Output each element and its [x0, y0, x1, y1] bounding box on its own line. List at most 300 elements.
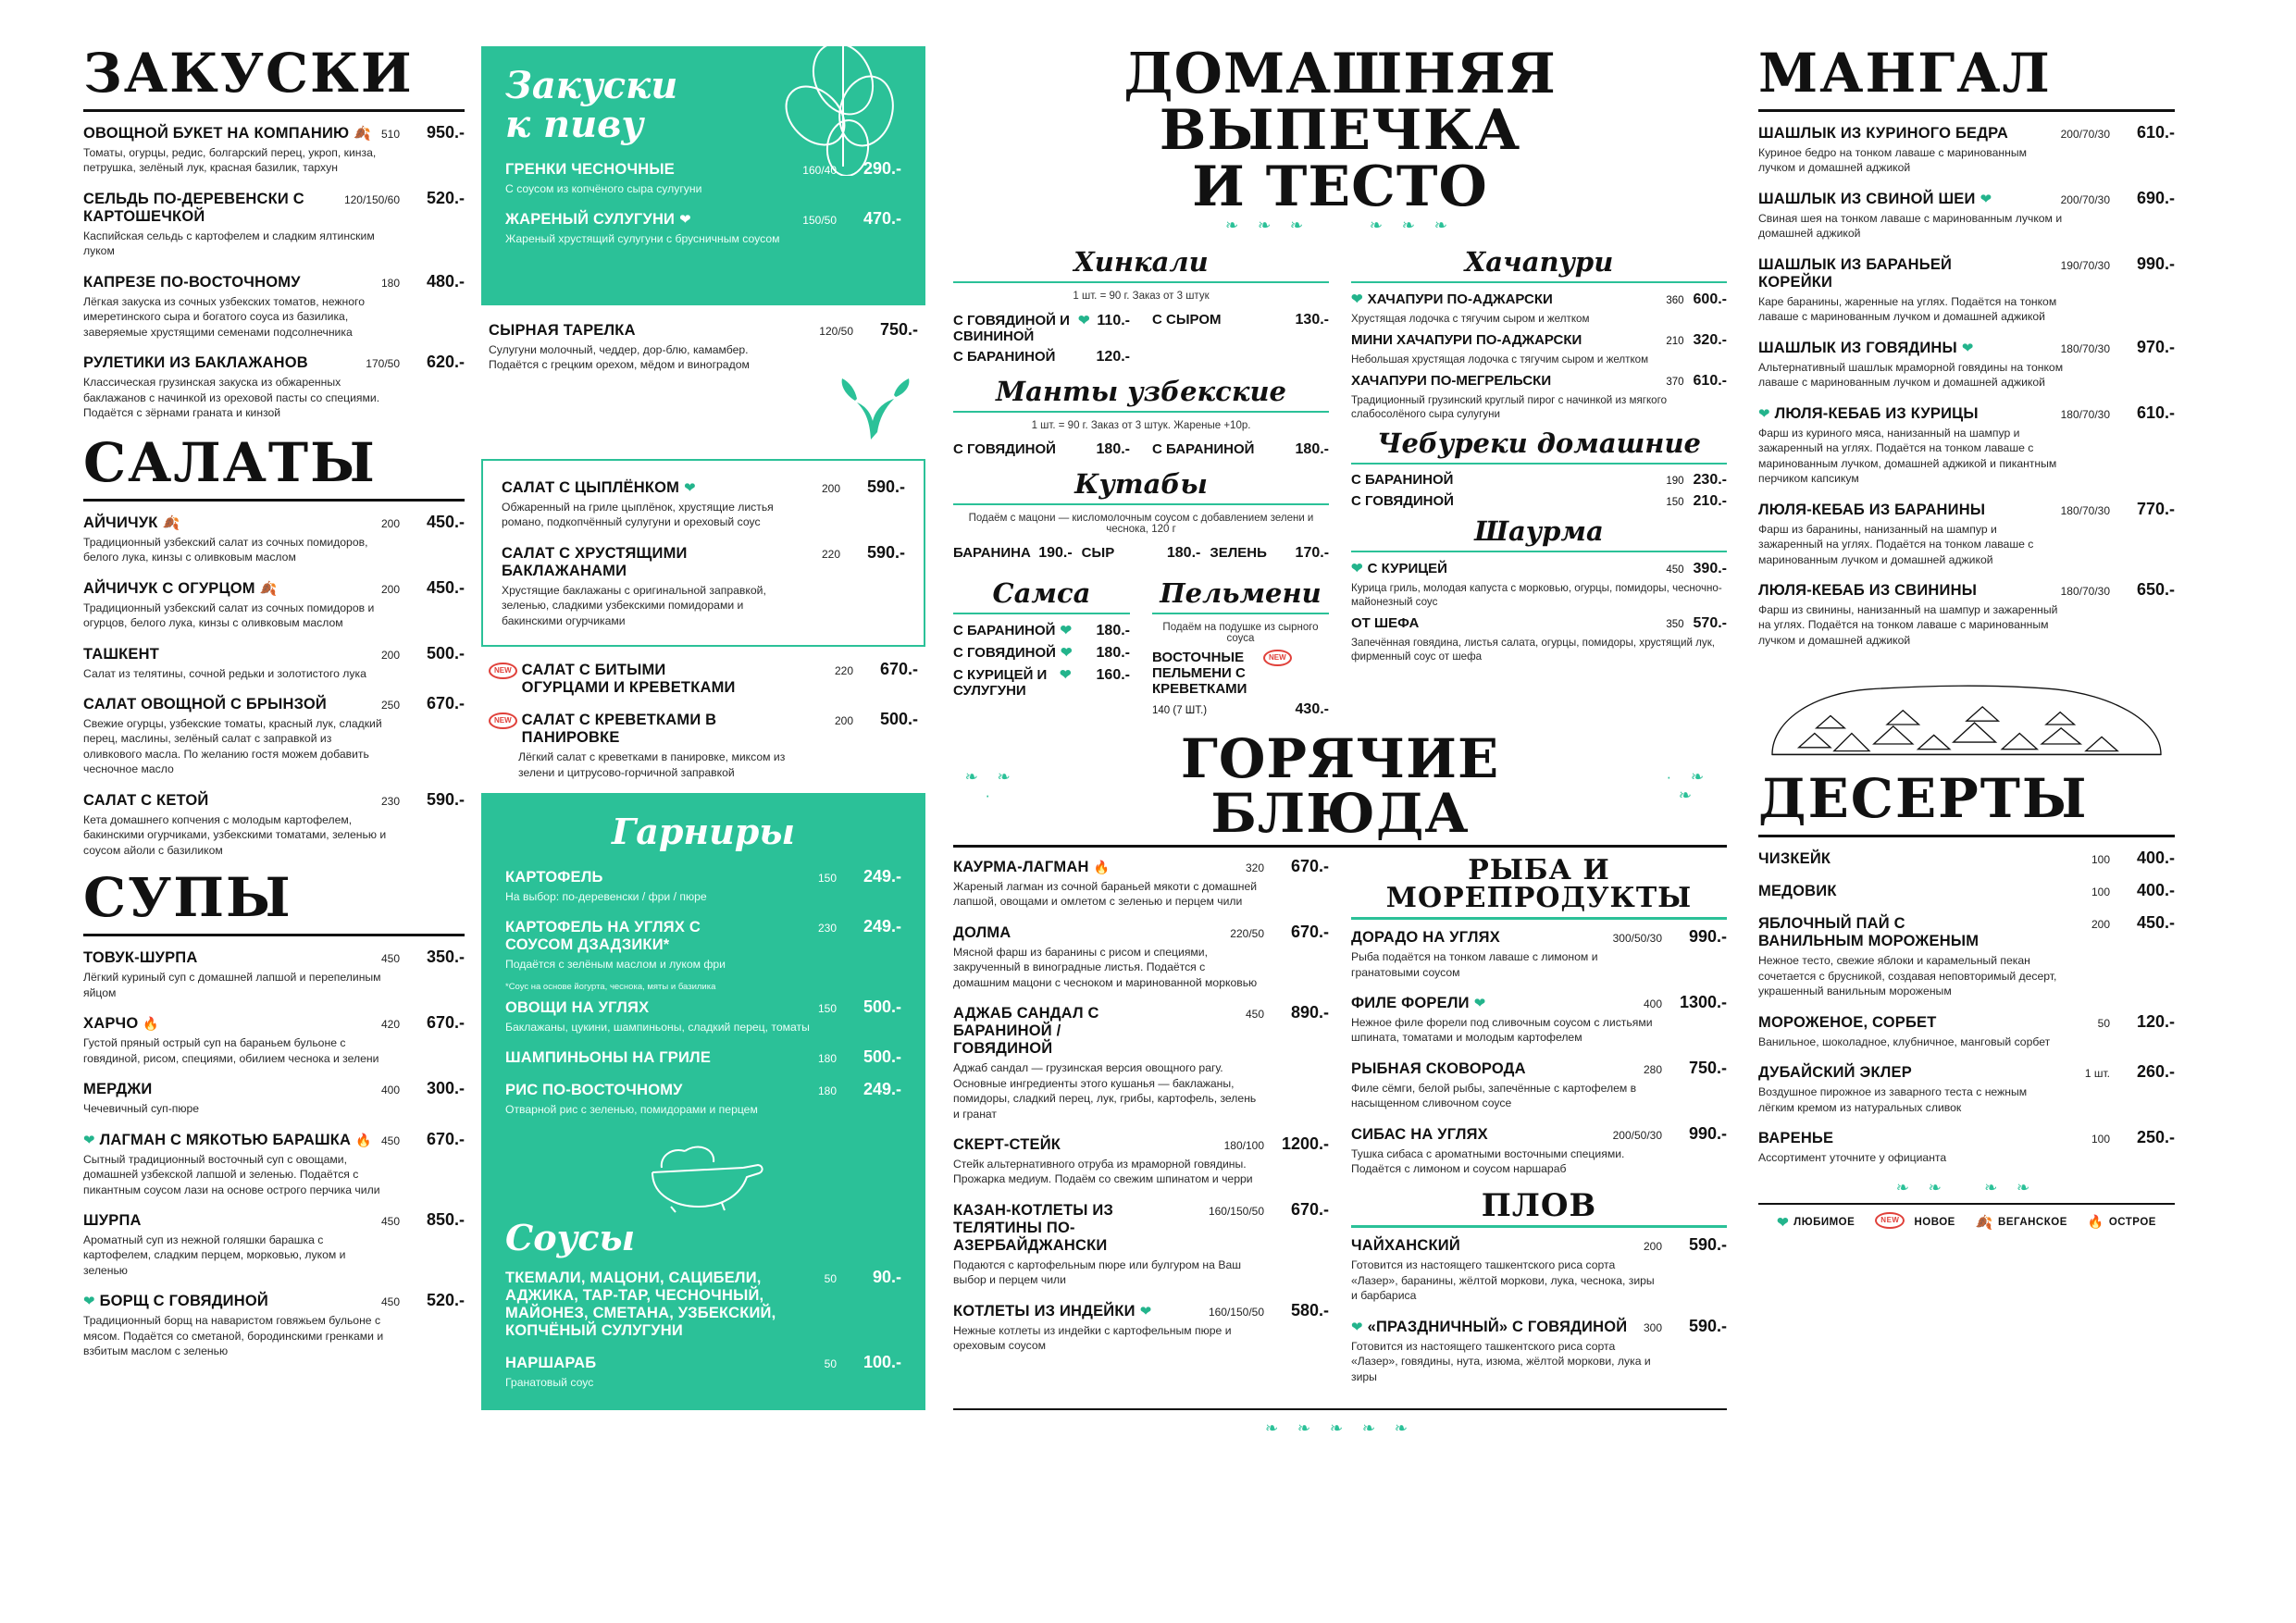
samsa-title: Самса — [992, 576, 1091, 609]
item-price: 590.- — [1688, 1316, 1727, 1335]
manty-title: Манты узбекские — [995, 375, 1286, 407]
item-description: Курица гриль, молодая капуста с морковью, огурцы, помидоры, чесночно-майонезный соус — [1351, 581, 1722, 608]
item-name: С ГОВЯДИНОЙ — [953, 440, 1056, 457]
item-name: САЛАТ С ХРУСТЯЩИМИ БАКЛАЖАНАМИ — [502, 544, 688, 579]
item-price: 470.- — [863, 209, 901, 229]
item-weight: 450 — [1245, 1008, 1264, 1022]
item-price: 610.- — [2136, 403, 2175, 422]
sauces-title: Соусы — [505, 1216, 636, 1258]
hinkali-block — [953, 241, 1329, 723]
menu-item[interactable] — [502, 477, 905, 530]
menu-item[interactable] — [83, 353, 465, 420]
item-price: 670.- — [879, 660, 918, 679]
hot-dishes-title: ГОРЯЧИЕ БЛЮДА — [1180, 726, 1500, 845]
item-price: 670.- — [1290, 922, 1329, 941]
item-price: 100.- — [863, 1352, 901, 1371]
item-description: Традиционный узбекский салат из сочных помидоров, белого лука, кинзы с оливковым маслом — [83, 535, 368, 564]
menu-item[interactable] — [502, 543, 905, 628]
menu-item[interactable] — [1082, 545, 1201, 562]
item-price: 500.- — [879, 710, 918, 729]
ornament-footer: ❧ ❧ ❧ ❧ ❧ — [1264, 1419, 1416, 1438]
divider — [83, 934, 465, 936]
item-weight: 420 — [380, 1018, 400, 1032]
item-weight: 200 — [2091, 918, 2110, 932]
heart-icon: ❤ — [679, 212, 691, 229]
item-description: Сулугуни молочный, чеддер, дор-блю, камамбер. Подаётся с грецким орехом, мёдом и виноградом — [489, 343, 750, 372]
item-description: Густой пряный острый суп на бараньем бульоне с говядиной, рисом, специями, обилием чеснока и зелени — [83, 1036, 379, 1065]
item-description: Нежное тесто, свежие яблоки и карамельный пекан сочетается с брусникой, создавая неповторимый десерт, украшенный ванильным мороженым — [1758, 954, 2057, 998]
item-weight: 200 — [1643, 1240, 1662, 1254]
item-price: 450.- — [426, 577, 465, 597]
menu-item[interactable] — [83, 1291, 465, 1358]
item-weight: 200 — [380, 648, 400, 662]
menu-item[interactable] — [505, 867, 901, 904]
item-price: 160.- — [1096, 666, 1130, 683]
menu-item[interactable] — [1758, 913, 2175, 998]
item-description: Кета домашнего копчения с молодым картофелем, бакинскими огурчиками, узбекскими томатами, зеленью и соусом айоли с базиликом — [83, 812, 387, 857]
hot-dishes-left — [953, 857, 1329, 1397]
menu-item[interactable] — [83, 513, 465, 565]
item-name: ФИЛЕ ФОРЕЛИ — [1351, 995, 1470, 1011]
item-name: МИНИ ХАЧАПУРИ ПО-АДЖАРСКИ — [1351, 331, 1582, 348]
item-name: СЕЛЬДЬ ПО-ДЕРЕВЕНСКИ С КАРТОШЕЧКОЙ — [83, 190, 304, 225]
item-description: Сытный традиционный восточный суп с овощами, домашней узбекской лапшой и зеленью. Подаётся с пикантным соусом лази на основе острого перчика чили — [83, 1152, 380, 1196]
menu-item[interactable] — [1758, 338, 2175, 390]
item-description: Подаются с картофельным пюре или булгуром на Ваш выбор и перцем чили — [953, 1258, 1242, 1287]
item-name: САЛАТ ОВОЩНОЙ С БРЫНЗОЙ — [83, 695, 327, 712]
item-weight: 50 — [824, 1271, 837, 1285]
menu-item[interactable] — [953, 312, 1130, 344]
menu-item[interactable] — [83, 948, 465, 1000]
page-title-zakuski: ЗАКУСКИ — [83, 42, 414, 105]
item-name: АЙЧИЧУК — [83, 514, 158, 531]
item-description: Классическая грузинская закуска из обжаренных баклажанов с начинкой из ореховой пасты со специями. Подаётся с зёрнами граната и кинзой — [83, 376, 380, 420]
menu-item[interactable] — [1351, 615, 1727, 632]
item-weight: 160/150/50 — [1208, 1204, 1264, 1218]
item-name: С ГОВЯДИНОЙ — [953, 644, 1056, 661]
item-description: Традиционный узбекский салат из сочных помидоров и огурцов, белого лука, кинзы с оливковым маслом — [83, 601, 375, 630]
item-weight: 400 — [380, 1084, 400, 1097]
item-price: 570.- — [1693, 614, 1727, 631]
menu-item[interactable] — [1351, 927, 1727, 980]
item-weight: 510 — [380, 128, 400, 141]
item-price: 190.- — [1038, 544, 1073, 561]
menu-item[interactable] — [953, 644, 1130, 662]
menu-item[interactable] — [953, 1003, 1329, 1121]
item-description: Томаты, огурцы, редис, болгарский перец, укроп, кинза, петрушка, зелёный лук, красная базилик, тархун — [83, 146, 377, 175]
item-name: ТОВУК-ШУРПА — [83, 949, 198, 967]
item-weight: 200/50/30 — [1612, 1128, 1662, 1142]
item-name: ТАШКЕНТ — [83, 645, 160, 663]
item-description: Подаётся с зелёным маслом и луком фри — [505, 958, 726, 972]
item-description: Каспийская сельдь с картофелем и сладким ялтинским луком — [83, 229, 375, 258]
menu-item[interactable] — [1758, 123, 2175, 176]
new-badge: NEW — [1875, 1212, 1905, 1229]
item-price: 480.- — [426, 271, 465, 291]
item-description: Хрустящая лодочка с тягучим сыром и желтком — [1351, 312, 1590, 325]
grill-coals-illustration — [1758, 666, 2175, 763]
heart-icon: ❤ — [83, 1294, 95, 1310]
menu-item[interactable] — [83, 272, 465, 340]
sauce-note: *Соус на основе йогурта, чеснока, мяты и базилика — [505, 981, 716, 992]
item-weight: 160/40 — [802, 164, 837, 177]
heart-icon: ❤ — [1351, 1319, 1363, 1335]
leaf-icon: 🍂 — [162, 514, 180, 531]
menu-item[interactable] — [953, 622, 1130, 639]
menu-item[interactable] — [1758, 254, 2175, 325]
item-price: 430.- — [1295, 700, 1329, 717]
plov-title: ПЛОВ — [1481, 1186, 1597, 1224]
item-price: 210.- — [1693, 492, 1727, 509]
sauce-boat-illustration — [634, 1131, 773, 1214]
item-name: КАПРЕЗЕ ПО-ВОСТОЧНОМУ — [83, 273, 301, 291]
ornament-right: · ❧ ❧ — [1666, 767, 1712, 804]
item-description: Альтернативный шашлык мраморной говядины на тонком лаваше с маринованным лучком и домашней аджикой — [1758, 360, 2064, 390]
menu-item[interactable] — [953, 441, 1130, 458]
item-name: ДОЛМА — [953, 923, 1011, 941]
item-price: 500.- — [426, 643, 465, 663]
item-weight: 140 (7 ШТ.) — [1152, 704, 1208, 716]
column-grill-desserts: МАНГАЛ ШАШЛЫК ИЗ КУРИНОГО БЕДРА 200/70/30 610.- Куриное бедро на тонком лаваше с маринованным лучком и домашней аджикой ШАШЛЫК ИЗ СВИНОЙ ШЕИ ❤ 200/70/30 690.- Свиная шея на тонком лаваше с маринованным лучком и домашней аджикой ШАШЛЫК ИЗ БАРАНЬЕЙ КОРЕЙКИ 190/70/30 990.- Каре баранины, жаренные на углях. Подаётся на тонком лаваше с маринованным лучком и домашней аджикой ШАШЛЫК ИЗ ГОВЯДИНЫ ❤ 180/70/30 970.- Альтернативный шашлык мраморной говядины на тонком лаваше с маринованным лучком и домашней аджикой ❤ ЛЮЛЯ-КЕБАБ ИЗ КУРИЦЫ 180/70/30 610.- Фарш из куриного мяса, нанизанный на шампур и зажаренный на углях. Подаётся на тонком лаваше с маринованным лучком, домашней аджикой и пикантным перчиком капсикум ЛЮЛЯ-КЕБАБ ИЗ БАРАНИНЫ 180/70/30 770.- Фарш из баранины, нанизанный на шампур и зажаренный на углях. Подаётся на тонком лаваше с маринованным лучком и домашней аджикой ЛЮЛЯ-КЕБАБ ИЗ СВИНИНЫ 180/70/30 650.- Фарш из свинины, нанизанный на шампур и зажаренный на углях. Подаётся на тонком лаваше с маринованным лучком и домашней аджикой ДЕСЕРТЫ ЧИЗКЕЙК 100 400.- МЕДОВИК 100 400.- ЯБЛОЧНЫЙ ПАЙ С ВАНИЛЬНЫМ МОРОЖЕНЫМ 200 450.- Нежное тесто, свежие яблоки и карамельный пекан сочетается с брусникой, создавая неповторимый десерт, украшенный ванильным мороженым МОРОЖЕНОЕ, СОРБЕТ 50 120.- Ванильное, шоколадное, клубничное, манговый сорбет ДУБАЙСКИЙ ЭКЛЕР 1 шт. 260.- Воздушное пирожное из заварного теста с нежным лёгким кремом из натуральных сливок ВАРЕНЬЕ 100 250.- Ассортимент уточните у официанта ❧ ❧ ❧ ❧ ❤ ЛЮБИМОЕ NEW НОВОЕ 🍂 ВЕГАНСКОЕ 🔥 ОСТРОЕ — [1758, 42, 2175, 1231]
item-description: Жареный хрустящий сулугуни с брусничным соусом — [505, 232, 780, 246]
item-name: СКЕРТ-СТЕЙК — [953, 1136, 1061, 1153]
menu-item[interactable] — [953, 923, 1329, 990]
item-name: С БАРАНИНОЙ — [953, 622, 1056, 638]
item-weight: 370 — [1666, 376, 1684, 388]
menu-item[interactable] — [505, 997, 901, 1035]
menu-item[interactable] — [1758, 580, 2175, 648]
heart-icon: ❤ — [1060, 622, 1073, 638]
item-price: 1300.- — [1679, 993, 1727, 1011]
menu-item[interactable] — [505, 917, 901, 972]
item-price: 90.- — [872, 1267, 901, 1286]
menu-item[interactable] — [489, 320, 918, 373]
menu-item[interactable] — [83, 1013, 465, 1066]
item-price: 610.- — [2136, 123, 2175, 142]
item-name: С ГОВЯДИНОЙ И СВИНИНОЙ — [953, 312, 1070, 344]
heart-icon: ❤ — [1078, 312, 1090, 328]
menu-item[interactable] — [1351, 291, 1727, 308]
item-weight: 150 — [1666, 496, 1684, 508]
item-description: Филе сёмги, белой рыбы, запечённые с картофелем в насыщенном сливочном соусе — [1351, 1081, 1637, 1110]
menu-item[interactable] — [505, 1080, 901, 1117]
menu-item[interactable] — [953, 349, 1130, 365]
menu-item[interactable] — [953, 857, 1329, 910]
menu-item[interactable] — [83, 189, 465, 259]
item-description: Традиционный борщ на наваристом говяжьем бульоне с мясом. Подаётся со сметаной, бородинскими гренками и взбитым маслом с зеленью — [83, 1314, 384, 1358]
item-description: С соусом из копчёного сыра сулугуни — [505, 182, 702, 195]
item-name: МОРОЖЕНОЕ, СОРБЕТ — [1758, 1013, 1937, 1031]
menu-item[interactable] — [83, 1079, 465, 1116]
menu-item[interactable] — [1758, 849, 2175, 868]
item-price: 450.- — [426, 512, 465, 531]
item-description: Аджаб сандал — грузинская версия овощного рагу. Основные ингредиенты этого кушанья — баклажаны, помидоры, сладкий перец, лук, грибы, картофель, зелень и гранат — [953, 1061, 1257, 1121]
menu-item[interactable] — [1351, 373, 1727, 390]
item-weight: 100 — [2091, 886, 2110, 899]
item-weight: 450 — [380, 1215, 400, 1228]
item-price: 750.- — [879, 320, 918, 339]
pelmeni-note: Подаём на подушке из сырного соуса — [1162, 621, 1319, 644]
item-name: МЕРДЖИ — [83, 1081, 153, 1098]
hinkali-note: 1 шт. = 90 г. Заказ от 3 штук — [1073, 290, 1210, 302]
menu-item[interactable] — [953, 1200, 1329, 1288]
menu-item[interactable] — [83, 790, 465, 858]
item-weight: 280 — [1643, 1062, 1662, 1076]
menu-item[interactable] — [489, 710, 918, 780]
menu-item[interactable] — [1351, 1124, 1727, 1177]
item-name: С БАРАНИНОЙ — [1152, 440, 1255, 457]
item-price: 650.- — [2136, 579, 2175, 599]
menu-item[interactable] — [1758, 403, 2175, 487]
menu-item[interactable] — [1351, 1059, 1727, 1111]
menu-item[interactable] — [83, 578, 465, 631]
item-price: 580.- — [1290, 1300, 1329, 1319]
menu-item[interactable] — [83, 1210, 465, 1278]
menu-item[interactable] — [1758, 500, 2175, 567]
heart-icon: ❤ — [1351, 560, 1363, 576]
menu-item[interactable] — [1351, 472, 1727, 489]
menu-item[interactable] — [1210, 545, 1329, 562]
mangal-title: МАНГАЛ — [1758, 42, 2052, 105]
item-name: КОТЛЕТЫ ИЗ ИНДЕЙКИ — [953, 1302, 1136, 1319]
menu-item[interactable] — [489, 660, 918, 697]
menu-item[interactable] — [1351, 560, 1727, 577]
item-weight: 300 — [1643, 1320, 1662, 1334]
menu-item[interactable] — [1758, 189, 2175, 242]
menu-item[interactable] — [1152, 312, 1329, 328]
leaf-icon: 🍂 — [259, 580, 278, 597]
item-price: 249.- — [863, 866, 901, 886]
column-beer-snacks — [481, 46, 925, 1604]
menu-item[interactable] — [1758, 881, 2175, 900]
item-name: ЧАЙХАНСКИЙ — [1351, 1237, 1460, 1255]
item-description: Готовится из настоящего ташкентского риса сорта «Лазер», говядины, нута, изюма, жёлтой моркови, лука и зиры — [1351, 1339, 1651, 1383]
item-name: ШАМПИНЬОНЫ НА ГРИЛЕ — [505, 1049, 712, 1067]
item-description: Ароматный суп из нежной голяшки барашка с картофелем, сладким перцем, морковью, луком и зеленью — [83, 1233, 346, 1277]
item-price: 250.- — [2136, 1128, 2175, 1147]
menu-item[interactable] — [953, 1301, 1329, 1354]
menu-item[interactable] — [1351, 1235, 1727, 1303]
item-name: С ГОВЯДИНОЙ — [1351, 492, 1454, 509]
legend-new: NEW НОВОЕ — [1875, 1214, 1955, 1231]
item-weight: 1 шт. — [2084, 1067, 2110, 1081]
item-name: РЫБНАЯ СКОВОРОДА — [1351, 1059, 1526, 1077]
item-name: ОТ ШЕФА — [1351, 614, 1420, 631]
item-description: Обжаренный на гриле цыплёнок, хрустящие листья романо, подкопчённый сулугуни и ореховый соус — [502, 500, 774, 529]
page-title-supy: СУПЫ — [83, 866, 292, 930]
heart-icon: ❤ — [1139, 1303, 1152, 1319]
menu-item[interactable] — [1758, 1128, 2175, 1165]
item-name: ЖАРЕНЫЙ СУЛУГУНИ — [505, 211, 676, 229]
flame-icon: 🔥 — [1093, 859, 1111, 874]
item-price: 590.- — [426, 789, 465, 809]
item-description: Рыба подаётся на тонком лаваше с лимоном и гранатовыми соусом — [1351, 950, 1598, 979]
menu-item[interactable] — [1351, 493, 1727, 510]
menu-item[interactable] — [505, 1353, 901, 1390]
leaf-icon: 🍂 — [354, 126, 371, 142]
item-price: 850.- — [426, 1210, 465, 1229]
heart-icon: ❤ — [1961, 340, 1974, 356]
item-weight: 220/50 — [1230, 926, 1264, 940]
parsley-icon — [829, 377, 912, 441]
item-weight: 180/70/30 — [2060, 341, 2110, 355]
ornament: ❧ ❧ ❧ ❧ ❧ ❧ — [1225, 216, 1455, 234]
heart-icon: ❤ — [684, 479, 696, 496]
new-badge: NEW — [489, 712, 517, 729]
item-price: 670.- — [426, 1013, 465, 1033]
fish-title: РЫБА И МОРЕПРОДУКТЫ — [1385, 853, 1693, 915]
item-description: Чечевичный суп-пюре — [83, 1102, 200, 1116]
legend — [1758, 1214, 2175, 1231]
divider — [1758, 109, 2175, 112]
item-description: Каре баранины, жаренные на углях. Подаётся на тонком лаваше с маринованным лучком и домашней аджикой — [1758, 294, 2057, 324]
item-name: КАРТОФЕЛЬ НА УГЛЯХ С СОУСОМ ДЗАДЗИКИ* — [505, 919, 701, 954]
item-weight: 120/150/60 — [343, 192, 400, 206]
item-name: С КУРИЦЕЙ И СУЛУГУНИ — [953, 666, 1048, 699]
item-description: Жареный лагман из сочной бараньей мякоти с домашней лапшой, овощами и омлетом с зеленью и перцем чили — [953, 879, 1258, 909]
item-weight: 100 — [2091, 853, 2110, 867]
item-name: ЗЕЛЕНЬ — [1210, 544, 1267, 561]
menu-item[interactable] — [83, 123, 465, 176]
item-price: 750.- — [1688, 1058, 1727, 1077]
manty-note: 1 шт. = 90 г. Заказ от 3 штук. Жареные +10р. — [1031, 419, 1251, 431]
menu-item[interactable] — [953, 666, 1130, 699]
item-price: 620.- — [426, 353, 465, 372]
menu-item[interactable] — [83, 694, 465, 777]
hachapuri-title: Хачапури — [1464, 245, 1614, 278]
item-price: 770.- — [2136, 499, 2175, 518]
menu-item[interactable] — [953, 545, 1073, 562]
item-name: ХАЧАПУРИ ПО-АДЖАРСКИ — [1367, 291, 1553, 307]
menu-item[interactable] — [505, 1268, 901, 1340]
item-description: Отварной рис с зеленью, помидорами и перцем — [505, 1103, 758, 1117]
item-description: Лёгкий куриный суп с домашней лапшой и перепелиным яйцом — [83, 971, 381, 999]
item-price: 290.- — [863, 159, 901, 178]
column-appetizers — [83, 42, 481, 1604]
leaf-icon: 🍂 — [1975, 1214, 1994, 1231]
item-weight: 450 — [380, 952, 400, 966]
item-description: Стейк альтернативного отруба из мраморной говядины. Прожарка медиум. Подаём со свежим шпинатом и черри — [953, 1158, 1253, 1186]
item-name: ТКЕМАЛИ, МАЦОНИ, САЦИБЕЛИ, АДЖИКА, ТАР-ТАР, ЧЕСНОЧНЫЙ, МАЙОНЕЗ, СМЕТАНА, УЗБЕКСКИЙ, КОПЧЁНЫЙ СУЛУГУНИ — [505, 1269, 776, 1339]
ornament-left: ❧ ❧ · — [964, 767, 1018, 804]
item-price: 260.- — [2136, 1062, 2175, 1082]
item-price: 400.- — [2136, 849, 2175, 868]
item-weight: 360 — [1666, 294, 1684, 306]
item-name: ШАШЛЫК ИЗ БАРАНЬЕЙ КОРЕЙКИ — [1758, 255, 1953, 291]
item-weight: 220 — [834, 664, 853, 678]
item-name: С СЫРОМ — [1152, 311, 1222, 328]
item-name: САЛАТ С КЕТОЙ — [83, 791, 209, 809]
item-price: 990.- — [1688, 1123, 1727, 1143]
flame-icon: 🔥 — [2087, 1214, 2104, 1230]
item-description: Куриное бедро на тонком лаваше с маринованным лучком и домашней аджикой — [1758, 146, 2027, 175]
item-weight: 200 — [834, 714, 853, 728]
heart-icon: ❤ — [1777, 1214, 1790, 1231]
item-weight: 200/70/30 — [2060, 128, 2110, 141]
menu-item[interactable] — [83, 1130, 465, 1197]
item-price: 590.- — [866, 477, 905, 496]
item-name: РУЛЕТИКИ ИЗ БАКЛАЖАНОВ — [83, 354, 308, 372]
item-name: РИС ПО-ВОСТОЧНОМУ — [505, 1082, 683, 1099]
item-price: 180.- — [1166, 544, 1201, 561]
item-weight: 230 — [817, 922, 837, 935]
bakery-title-line2: И ТЕСТО — [1192, 155, 1488, 220]
item-price: 180.- — [1096, 644, 1130, 661]
salads-outlined-block — [481, 459, 925, 647]
item-price: 230.- — [1693, 471, 1727, 488]
item-description: Лёгкая закуска из сочных узбекских томатов, нежного имеретинского сыра и богатого соуса из базилика, заверяемые хрустящими семенами подсолнечника — [83, 294, 365, 339]
item-price: 180.- — [1096, 622, 1130, 638]
item-description: Тушка сибаса с ароматными восточными специями. Подаётся с лимоном и соусом наршараб — [1351, 1146, 1625, 1176]
heart-icon: ❤ — [1473, 996, 1486, 1011]
item-description: Свиная шея на тонком лаваше с маринованным лучком и домашней аджикой — [1758, 211, 2063, 241]
new-badge: NEW — [489, 663, 517, 679]
item-description: На выбор: по-деревенски / фри / пюре — [505, 889, 707, 903]
menu-item[interactable] — [505, 159, 901, 196]
menu-item[interactable] — [1758, 1062, 2175, 1115]
menu-item[interactable] — [953, 1134, 1329, 1187]
heart-icon: ❤ — [1758, 405, 1770, 422]
item-weight: 300/50/30 — [1612, 932, 1662, 946]
item-name: ВАРЕНЬЕ — [1758, 1130, 1834, 1147]
item-name: ГРЕНКИ ЧЕСНОЧНЫЕ — [505, 161, 675, 178]
bakery-title-line1: ДОМАШНЯЯ ВЫПЕЧКА — [1123, 42, 1557, 164]
item-name: ХАЧАПУРИ ПО-МЕГРЕЛЬСКИ — [1351, 372, 1552, 389]
menu-item[interactable] — [505, 209, 901, 246]
item-name: «ПРАЗДНИЧНЫЙ» С ГОВЯДИНОЙ — [1367, 1318, 1628, 1335]
item-weight: 160/150/50 — [1208, 1305, 1264, 1319]
menu-item[interactable] — [505, 1047, 901, 1067]
menu-item[interactable] — [83, 644, 465, 681]
item-price: 520.- — [426, 188, 465, 207]
menu-item[interactable] — [1351, 993, 1727, 1046]
item-name: АДЖАБ САНДАЛ С БАРАНИНОЙ / ГОВЯДИНОЙ — [953, 1005, 1099, 1058]
menu-item[interactable] — [1351, 332, 1727, 349]
item-weight: 210 — [1666, 335, 1684, 347]
menu-item[interactable] — [1758, 1012, 2175, 1049]
item-description: Гранатовый соус — [505, 1375, 594, 1389]
menu-item[interactable] — [1152, 441, 1329, 458]
item-price: 690.- — [2136, 188, 2175, 207]
item-name: САЛАТ С БИТЫМИ ОГУРЦАМИ И КРЕВЕТКАМИ — [521, 662, 736, 697]
item-name: СЫР — [1081, 544, 1115, 561]
item-name: ОВОЩНОЙ БУКЕТ НА КОМПАНИЮ — [83, 125, 350, 142]
item-price: 970.- — [2136, 337, 2175, 356]
pelmeni-title: Пельмени — [1160, 576, 1322, 609]
flame-icon: 🔥 — [143, 1016, 159, 1032]
item-weight: 180 — [380, 276, 400, 290]
menu-item[interactable] — [1152, 650, 1329, 697]
item-price: 1200.- — [1281, 1134, 1329, 1153]
item-price: 120.- — [1096, 348, 1130, 365]
item-weight: 200 — [380, 582, 400, 596]
item-name: ДУБАЙСКИЙ ЭКЛЕР — [1758, 1064, 1912, 1082]
item-description: Ванильное, шоколадное, клубничное, манговый сорбет — [1758, 1035, 2051, 1048]
kutaby-note: Подаём с мацони — кисломолочным соусом с добавлением зелени и чеснока, 120 г — [968, 512, 1314, 535]
item-name: ЯБЛОЧНЫЙ ПАЙ С ВАНИЛЬНЫМ МОРОЖЕНЫМ — [1758, 915, 1980, 950]
item-name: ЛАГМАН С МЯКОТЬЮ БАРАШКА — [99, 1131, 352, 1148]
page-title-salaty: САЛАТЫ — [83, 430, 377, 494]
new-badge: NEW — [1263, 650, 1292, 666]
item-name: БОРЩ С ГОВЯДИНОЙ — [99, 1293, 268, 1310]
item-weight: 100 — [2091, 1133, 2110, 1146]
heart-icon: ❤ — [83, 1132, 95, 1148]
item-name: САЛАТ С КРЕВЕТКАМИ В ПАНИРОВКЕ — [521, 712, 717, 747]
item-name: ВОСТОЧНЫЕ ПЕЛЬМЕНИ С КРЕВЕТКАМИ — [1152, 649, 1247, 697]
menu-item[interactable] — [1351, 1317, 1727, 1384]
item-price: 390.- — [1693, 560, 1727, 576]
item-name: ШУРПА — [83, 1212, 142, 1229]
